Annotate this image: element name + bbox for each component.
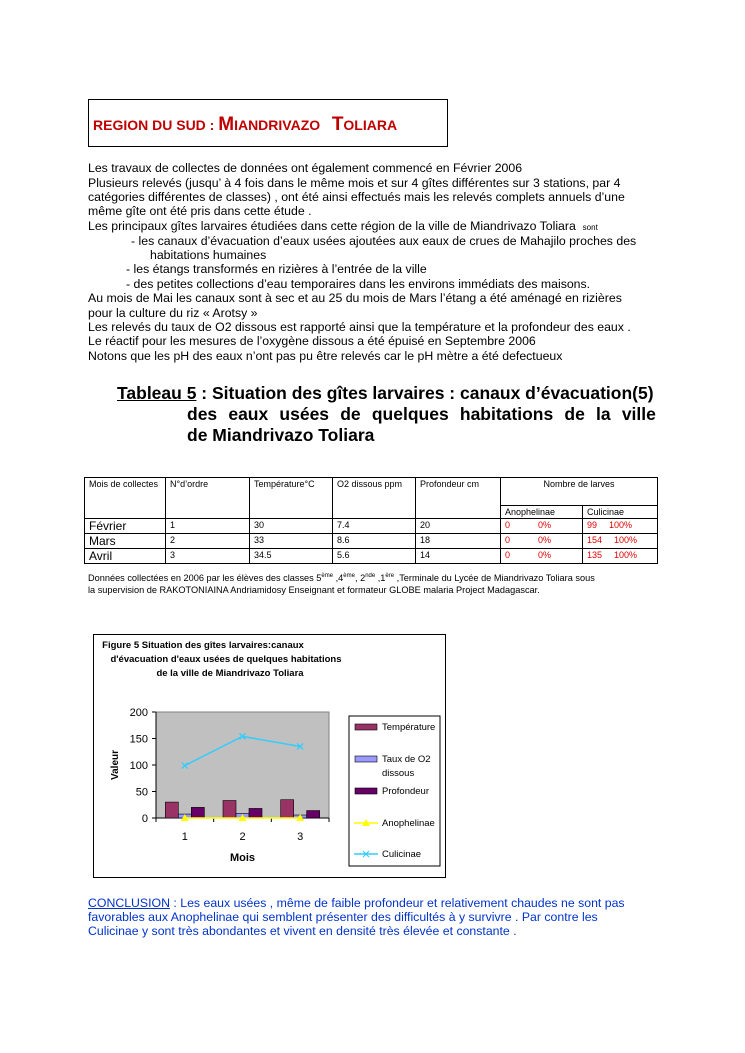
chart-title: Figure 5 Situation des gîtes larvaires:canaux (102, 640, 304, 651)
col-header-prof: Profondeur cm (416, 478, 501, 519)
y-axis-label: Valeur (110, 749, 121, 781)
cell-anoph: 0 0% (501, 534, 583, 549)
bar-temp-rature (165, 802, 178, 818)
intro-line: même gîte ont été pris dans cette étude . (88, 204, 312, 218)
data-note: Données collectées en 2006 par les élèves des classes 5ème ,4ème, 2nde ,1ère ,Terminale du Lycée de Miandrivazo Toliara sous (88, 573, 595, 584)
cell-o2: 8.6 (333, 534, 416, 549)
cell-ordre: 3 (166, 549, 250, 564)
col-header-temp: Température°C (250, 478, 333, 519)
title-word: la (596, 404, 611, 424)
col-header-o2: O2 dissous ppm (333, 478, 416, 519)
cell-o2: 5.6 (333, 549, 416, 564)
table-title-line2 (187, 404, 656, 425)
bar-profondeur (249, 808, 262, 818)
table-row (85, 534, 658, 549)
after-line: Au mois de Mai les canaux sont à sec et au 25 du mois de Mars l’étang a été aménagé en rizières (88, 291, 622, 305)
x-tick-label: 1 (181, 831, 188, 843)
cell-mois: Avril (85, 549, 166, 564)
intro-line: Les travaux de collectes de données ont également commencé en Février 2006 (88, 161, 523, 175)
x-tick-label: 3 (297, 831, 304, 843)
conclusion-line: favorables aux Anophelinae qui semblent présenter des difficultés à y survivre . Par contre les (88, 910, 598, 924)
site-bullet-cont: habitations humaines (150, 248, 267, 262)
cell-o2: 7.4 (333, 519, 416, 534)
table-title-line3: de Miandrivazo Toliara (187, 425, 375, 445)
legend-swatch (355, 756, 377, 762)
conclusion-line: CONCLUSION : Les eaux usées , même de faible profondeur et relativement chaudes ne sont pas (88, 896, 625, 910)
intro-line: catégories différentes de classes) , ont été ainsi effectués mais les relevés complets annuels d’une (88, 190, 625, 204)
col-header-larves: Nombre de larves (501, 478, 658, 506)
region-title: REGION DU SUD : MIANDRIVAZO TOLIARA (93, 114, 398, 135)
cell-prof: 18 (416, 534, 501, 549)
cell-culic: 135 100% (583, 549, 658, 564)
cell-ordre: 2 (166, 534, 250, 549)
bar-temp-rature (281, 800, 294, 818)
legend-label: Anophelinae (382, 818, 435, 829)
x-axis-label: Mois (229, 852, 256, 864)
col-header-culic: Culicinae (583, 506, 658, 519)
y-tick-label: 200 (129, 707, 148, 719)
legend-swatch (355, 724, 377, 730)
cell-anoph: 0 0% (501, 549, 583, 564)
legend-label: Culicinae (382, 849, 422, 860)
legend-label: Température (382, 722, 436, 733)
intro-line: Plusieurs relevés (jusqu’ à 4 fois dans le même mois et sur 4 gîtes différentes sur 3 stations, par 4 (88, 176, 621, 190)
y-tick-label: 50 (135, 786, 148, 799)
chart-title: de la ville de Miandrivazo Toliara (156, 668, 304, 679)
cell-temp: 34.5 (250, 549, 333, 564)
figure-chart (93, 634, 446, 878)
cell-ordre: 1 (166, 519, 250, 534)
data-note-line2: la supervision de RAKOTONIAINA Andriamidosy Enseignant et formateur GLOBE malaria Project Madagascar. (88, 585, 540, 595)
title-word: habitations (459, 404, 554, 424)
cell-anoph: 0 0% (501, 519, 583, 534)
legend-label: Profondeur (382, 786, 430, 797)
site-bullet: - les canaux d’évacuation d’eaux usées ajoutées aux eaux de crues de Mahajilo proches des (131, 234, 637, 248)
title-word: eaux (228, 404, 269, 424)
cell-mois: Mars (85, 534, 166, 549)
col-header-mois: Mois de collectes (85, 478, 166, 519)
y-tick-label: 150 (129, 733, 148, 746)
y-tick-label: 0 (141, 813, 148, 825)
cell-culic: 154 100% (583, 534, 658, 549)
after-line: Les relevés du taux de O2 dissous est rapporté ainsi que la température et la profondeur des eaux . (88, 320, 631, 334)
legend-label: dissous (382, 768, 415, 779)
legend-label: Taux de O2 (382, 754, 431, 765)
title-word: usées (279, 404, 330, 424)
title-word: ville (621, 404, 656, 424)
bar-profondeur (307, 811, 320, 818)
conclusion-line: Culicinae y sont très abondantes et vivent en densité très élevée et constante . (88, 924, 517, 938)
x-tick-label: 2 (239, 831, 246, 843)
cell-prof: 14 (416, 549, 501, 564)
cell-temp: 33 (250, 534, 333, 549)
title-word: quelques (371, 404, 449, 424)
table-row (85, 519, 658, 534)
cell-prof: 20 (416, 519, 501, 534)
site-bullet: - des petites collections d’eau temporaires dans les environs immédiats des maisons. (126, 277, 591, 291)
y-tick-label: 100 (129, 760, 148, 772)
legend-swatch (355, 788, 377, 794)
site-bullet: - les étangs transformés en rizières à l’entrée de la ville (126, 262, 427, 276)
larvae-table (84, 477, 658, 564)
col-header-anoph: Anophelinae (501, 506, 583, 519)
cell-mois: Février (85, 519, 166, 534)
after-line: pour la culture du riz « Arotsy » (88, 306, 258, 320)
sites-line: Les principaux gîtes larvaires étudiées dans cette région de la ville de Miandrivazo Toliara sont (88, 219, 598, 233)
chart-title: d'évacuation d'eaux usées de quelques habitations (110, 654, 342, 665)
bar-temp-rature (223, 801, 236, 818)
title-word: des (187, 404, 218, 424)
conclusion-label: CONCLUSION (88, 896, 170, 910)
cell-culic: 99 100% (583, 519, 658, 534)
title-word: de (340, 404, 361, 424)
after-line: Notons que les pH des eaux n’ont pas pu être relevés car le pH mètre a été defectueux (88, 349, 563, 363)
table-title: Tableau 5 : Situation des gîtes larvaires : canaux d’évacuation(5) (117, 383, 654, 403)
table-row (85, 549, 658, 564)
title-word: de (564, 404, 585, 424)
col-header-ordre: N°d’ordre (166, 478, 250, 519)
bar-profondeur (191, 807, 204, 818)
cell-temp: 30 (250, 519, 333, 534)
after-line: Le réactif pour les mesures de l’oxygène dissous a été épuisé en Septembre 2006 (88, 334, 536, 348)
plot-area (156, 712, 329, 818)
